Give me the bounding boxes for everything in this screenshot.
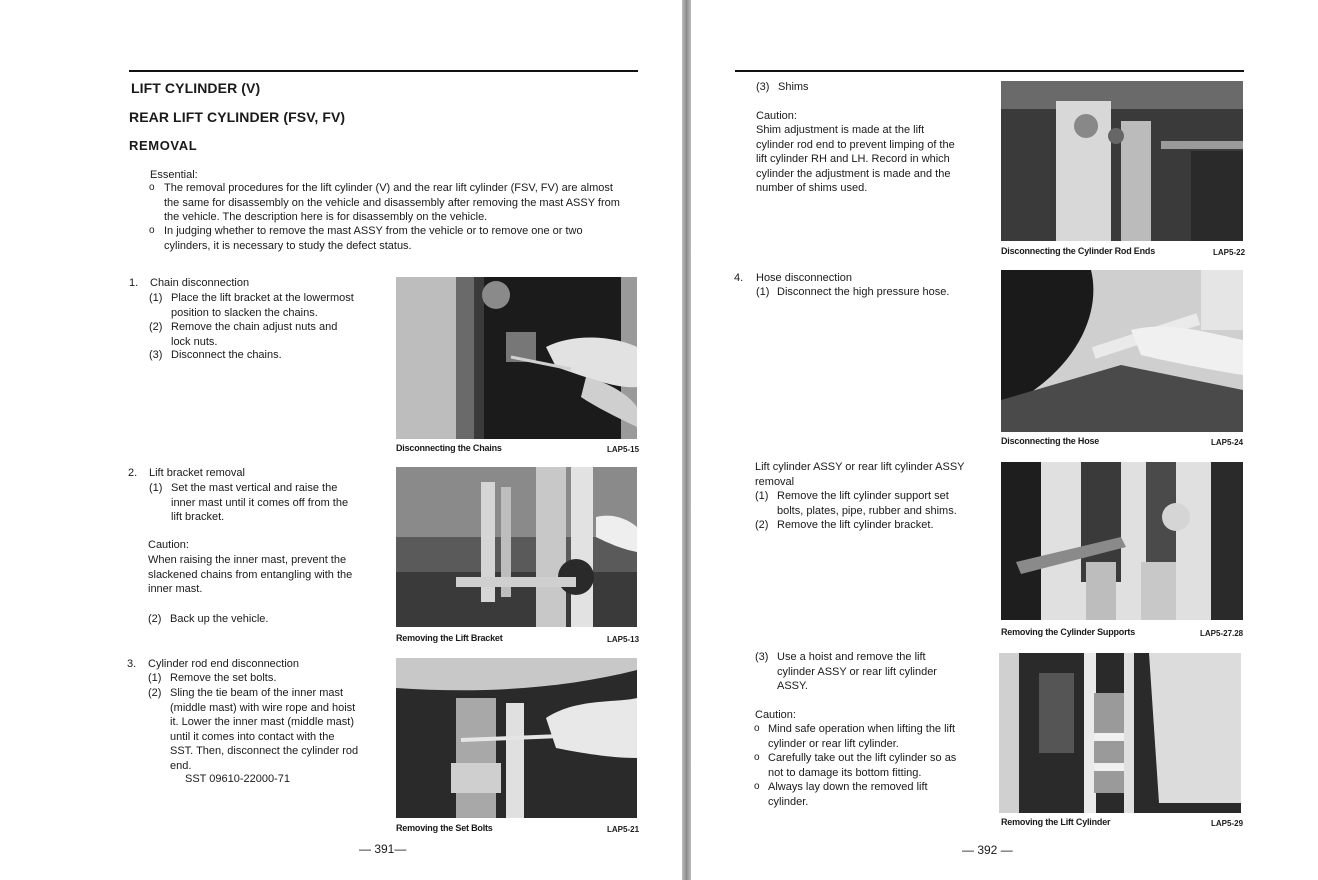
- top-rule: [735, 70, 1244, 72]
- shims-caution: Shim adjustment is made at the lift cylinder rod end to prevent limping of the lift cylinder RH and LH. Record in which cylinder the adjustment is made and the number of shims used.: [756, 124, 955, 194]
- bullet-icon: o: [754, 752, 760, 763]
- photo-removing-lift-cylinder: [999, 653, 1241, 813]
- shims-heading: Shims: [778, 81, 809, 93]
- figure-id: LAP5-13: [607, 635, 640, 644]
- step-2-caution: When raising the inner mast, prevent the slackened chains from entangling with the inner mast.: [148, 554, 353, 595]
- caution-label: Caution:: [148, 539, 189, 551]
- page-number: — 392 —: [962, 843, 1013, 857]
- step-3-title: Cylinder rod end disconnection: [148, 658, 300, 670]
- figure-id: LAP5-22: [1213, 248, 1246, 257]
- caution-label: Caution:: [755, 709, 796, 721]
- page-number: — 391—: [359, 842, 407, 856]
- final-caution-1: Mind safe operation when lifting the lift cylinder or rear lift cylinder.: [768, 723, 956, 750]
- title-lift-cylinder: LIFT CYLINDER (V): [131, 80, 261, 96]
- step-2-sub-1: Set the mast vertical and raise the inner mast until it comes off from the lift bracket.: [171, 482, 349, 523]
- bullet-icon: o: [149, 182, 155, 193]
- caution-label: Caution:: [756, 110, 797, 122]
- top-rule: [129, 70, 638, 72]
- step-3-number: 3.: [127, 658, 137, 670]
- caption-disconnecting-chains: Disconnecting the Chains: [396, 443, 502, 453]
- essential-item-1: The removal procedures for the lift cylinder (V) and the rear lift cylinder (FSV, FV) are almost the same for disassembly on the vehicle and disassembly after removing the mast ASSY from the vehicle. The description here is for disassembly on the vehicle.: [164, 182, 620, 223]
- sub-number: (1): [755, 490, 769, 502]
- step-1-sub-2: Remove the chain adjust nuts and lock nuts.: [171, 321, 338, 348]
- sst-number: SST 09610-22000-71: [185, 773, 290, 785]
- title-rear-lift-cylinder: REAR LIFT CYLINDER (FSV, FV): [129, 109, 346, 125]
- sub-number: (2): [148, 687, 162, 699]
- step-5-sub-2: Remove the lift cylinder bracket.: [777, 519, 934, 531]
- page-gutter: [682, 0, 691, 880]
- photo-disconnecting-chains: [396, 277, 637, 439]
- final-caution-3: Always lay down the removed lift cylinder.: [768, 781, 928, 808]
- step-3-sub-2: Sling the tie beam of the inner mast (middle mast) with wire rope and hoist it. Lower the inner mast (middle mast) until it comes into contact with the SST. Then, disconnect the cylinder rod end.: [170, 687, 359, 772]
- step-1-title: Chain disconnection: [150, 277, 250, 289]
- figure-id: LAP5-15: [607, 445, 640, 454]
- step-6-text: Use a hoist and remove the lift cylinder ASSY or rear lift cylinder ASSY.: [777, 651, 937, 692]
- figure-id: LAP5-27.28: [1200, 629, 1244, 638]
- bullet-icon: o: [754, 723, 760, 734]
- photo-removing-lift-bracket: [396, 467, 637, 627]
- photo-removing-set-bolts: [396, 658, 637, 818]
- step-4-sub-1: Disconnect the high pressure hose.: [777, 286, 950, 298]
- photo-disconnecting-hose: [1001, 270, 1243, 432]
- sub-number: (3): [756, 81, 770, 93]
- sub-number: (1): [149, 482, 163, 494]
- caption-disconnecting-hose: Disconnecting the Hose: [1001, 436, 1100, 446]
- caption-removing-set-bolts: Removing the Set Bolts: [396, 823, 493, 833]
- photo-cylinder-supports: [1001, 462, 1243, 620]
- right-page: [691, 0, 1318, 880]
- caption-cylinder-rod-ends: Disconnecting the Cylinder Rod Ends: [1001, 246, 1156, 256]
- caption-removing-lift-cylinder: Removing the Lift Cylinder: [1001, 817, 1111, 827]
- sub-number: (1): [148, 672, 162, 684]
- sub-number: (3): [755, 651, 769, 663]
- essential-item-2: In judging whether to remove the mast ASSY from the vehicle or to remove one or two cylinders, it is necessary to study the defect status.: [164, 225, 583, 252]
- figure-id: LAP5-24: [1211, 438, 1244, 447]
- bullet-icon: o: [149, 225, 155, 236]
- caption-cylinder-supports: Removing the Cylinder Supports: [1001, 627, 1136, 637]
- sub-number: (2): [148, 613, 162, 625]
- figure-id: LAP5-21: [607, 825, 640, 834]
- sub-number: (3): [149, 349, 163, 361]
- essential-label: Essential:: [150, 169, 198, 181]
- photo-cylinder-rod-ends: [1001, 81, 1243, 241]
- final-caution-2: Carefully take out the lift cylinder so as not to damage its bottom fitting.: [768, 752, 957, 779]
- sub-number: (1): [756, 286, 770, 298]
- sub-number: (2): [149, 321, 163, 333]
- step-2-number: 2.: [128, 467, 138, 479]
- section-removal: REMOVAL: [129, 138, 198, 153]
- step-3-sub-1: Remove the set bolts.: [170, 672, 277, 684]
- step-1-sub-3: Disconnect the chains.: [171, 349, 282, 361]
- step-4-title: Hose disconnection: [756, 272, 853, 284]
- step-1-sub-1: Place the lift bracket at the lowermost position to slacken the chains.: [171, 292, 354, 319]
- caption-removing-lift-bracket: Removing the Lift Bracket: [396, 633, 503, 643]
- step-5-title: Lift cylinder ASSY or rear lift cylinder ASSY removal: [755, 461, 965, 488]
- step-4-number: 4.: [734, 272, 744, 284]
- step-1-number: 1.: [129, 277, 139, 289]
- step-2-title: Lift bracket removal: [149, 467, 245, 479]
- figure-id: LAP5-29: [1211, 819, 1244, 828]
- step-5-sub-1: Remove the lift cylinder support set bolts, plates, pipe, rubber and shims.: [777, 490, 957, 517]
- sub-number: (1): [149, 292, 163, 304]
- sub-number: (2): [755, 519, 769, 531]
- step-2-sub-2: Back up the vehicle.: [170, 613, 269, 625]
- bullet-icon: o: [754, 781, 760, 792]
